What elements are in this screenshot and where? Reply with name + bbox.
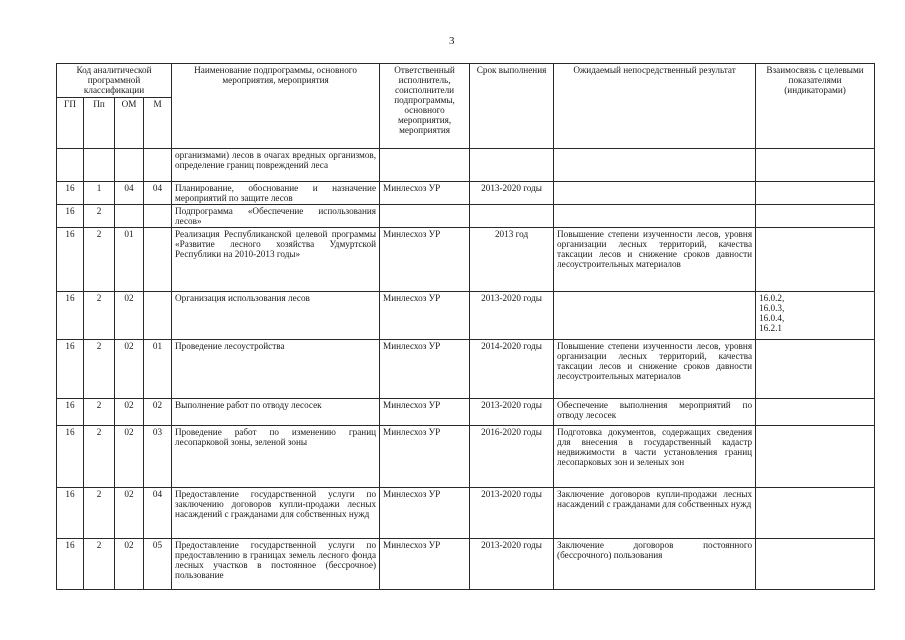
cell-name: Предоставление государственной услуги по предоставлению в границах земель лесного фонда лесных участков в постоянное (бессрочное) пользование [172,539,380,590]
header-m: М [144,98,172,149]
cell-om: 02 [115,399,144,426]
cell-responsible: Минлесхоз УР [380,182,470,205]
cell-gp: 16 [57,292,84,340]
cell-gp: 16 [57,488,84,539]
cell-term: 2013-2020 годы [470,539,554,590]
cell-gp [57,149,84,182]
cell-om [115,149,144,182]
cell-m: 04 [144,182,172,205]
cell-name: организмами) лесов в очагах вредных организмов, определение границ повреждений леса [172,149,380,182]
cell-responsible: Минлесхоз УР [380,292,470,340]
cell-pp: 2 [84,399,115,426]
table-row [57,205,875,228]
cell-responsible: Минлесхоз УР [380,340,470,399]
indicator-code: 16.0.2, [759,293,785,303]
cell-pp: 2 [84,205,115,228]
cell-result: Заключение договоров постоянного (бессрочного) пользования [554,539,756,590]
cell-om: 01 [115,228,144,292]
cell-gp: 16 [57,228,84,292]
cell-term: 2013 год [470,228,554,292]
cell-om [115,205,144,228]
indicator-code: 16.0.4, [759,313,785,323]
cell-responsible: Минлесхоз УР [380,539,470,590]
indicator-code: 16.2.1 [759,323,783,333]
table-row [57,488,875,539]
table-row [57,539,875,590]
cell-responsible: Минлесхоз УР [380,488,470,539]
table-row [57,149,875,182]
cell-pp: 2 [84,340,115,399]
cell-term: 2013-2020 годы [470,292,554,340]
cell-pp: 2 [84,539,115,590]
cell-result: Повышение степени изученности лесов, уровня организации лесных территорий, качества таксации лесов и снижение сроков давности лесоустроительных материалов [554,228,756,292]
cell-om: 02 [115,488,144,539]
cell-m [144,149,172,182]
cell-gp: 16 [57,539,84,590]
cell-indicators [756,399,875,426]
cell-gp: 16 [57,205,84,228]
cell-indicators [756,149,875,182]
header-result: Ожидаемый непосредственный результат [554,64,756,149]
cell-gp: 16 [57,182,84,205]
table-row [57,182,875,205]
cell-result [554,205,756,228]
cell-pp: 2 [84,488,115,539]
header-link: Взаимосвязь с целевыми показателями (индикаторами) [756,64,875,149]
cell-gp: 16 [57,340,84,399]
cell-responsible [380,205,470,228]
header-code-group: Код аналитической программной классификации [57,64,172,98]
cell-gp: 16 [57,426,84,488]
cell-term [470,149,554,182]
cell-om: 02 [115,539,144,590]
cell-indicators [756,228,875,292]
cell-name: Организация использования лесов [172,292,380,340]
cell-responsible: Минлесхоз УР [380,228,470,292]
table-row [57,399,875,426]
cell-indicators [756,292,875,340]
cell-result: Подготовка документов, содержащих сведения для внесения в государственный кадастр недвижимости в части установления границ лесопарковых зон и зеленых зон [554,426,756,488]
cell-pp [84,149,115,182]
cell-responsible: Минлесхоз УР [380,426,470,488]
cell-m: 04 [144,488,172,539]
cell-result: Обеспечение выполнения мероприятий по отводу лесосек [554,399,756,426]
cell-result: Заключение договоров купли-продажи лесных насаждений с гражданами для собственных нужд [554,488,756,539]
cell-term: 2013-2020 годы [470,182,554,205]
table-row [57,426,875,488]
header-name: Наименование подпрограммы, основного мероприятия, мероприятия [172,64,380,149]
header-term: Срок выполнения [470,64,554,149]
cell-name: Планирование, обоснование и назначение мероприятий по защите лесов [172,182,380,205]
cell-responsible: Минлесхоз УР [380,399,470,426]
cell-name: Предоставление государственной услуги по заключению договоров купли-продажи лесных насаждений с гражданами для собственных нужд [172,488,380,539]
cell-m: 03 [144,426,172,488]
cell-om: 02 [115,426,144,488]
cell-m: 01 [144,340,172,399]
cell-om: 02 [115,292,144,340]
cell-pp: 2 [84,292,115,340]
cell-term: 2013-2020 годы [470,488,554,539]
cell-indicators [756,182,875,205]
cell-name: Проведение работ по изменению границ лесопарковой зоны, зеленой зоны [172,426,380,488]
header-pp: Пп [84,98,115,149]
table-row [57,228,875,292]
cell-m: 02 [144,399,172,426]
page-number: 3 [449,35,455,47]
cell-name: Проведение лесоустройства [172,340,380,399]
cell-indicators [756,488,875,539]
cell-m [144,205,172,228]
cell-indicators [756,426,875,488]
cell-gp: 16 [57,399,84,426]
cell-m: 05 [144,539,172,590]
table-row [57,292,875,340]
indicator-code: 16.0.3, [759,303,785,313]
cell-name: Реализация Республиканской целевой программы «Развитие лесного хозяйства Удмуртской Республики на 2010-2013 годы» [172,228,380,292]
cell-om: 02 [115,340,144,399]
cell-result [554,182,756,205]
cell-pp: 2 [84,426,115,488]
cell-om: 04 [115,182,144,205]
table-body [57,149,875,590]
header-om: ОМ [115,98,144,149]
table-row [57,340,875,399]
program-table [56,63,875,590]
cell-term: 2014-2020 годы [470,340,554,399]
cell-responsible [380,149,470,182]
cell-result [554,149,756,182]
cell-m [144,228,172,292]
cell-indicators [756,539,875,590]
cell-name: Подпрограмма «Обеспечение использования лесов» [172,205,380,228]
cell-indicators [756,340,875,399]
cell-name: Выполнение работ по отводу лесосек [172,399,380,426]
cell-term: 2016-2020 годы [470,426,554,488]
header-gp: ГП [57,98,84,149]
cell-pp: 1 [84,182,115,205]
cell-term [470,205,554,228]
cell-result: Повышение степени изученности лесов, уровня организации лесных территорий, качества таксации лесов и снижение сроков давности лесоустроительных материалов [554,340,756,399]
cell-term: 2013-2020 годы [470,399,554,426]
header-responsible: Ответственный исполнитель, соисполнители подпрограммы, основного мероприятия, мероприятия [380,64,470,149]
cell-result [554,292,756,340]
cell-indicators [756,205,875,228]
cell-pp: 2 [84,228,115,292]
cell-m [144,292,172,340]
